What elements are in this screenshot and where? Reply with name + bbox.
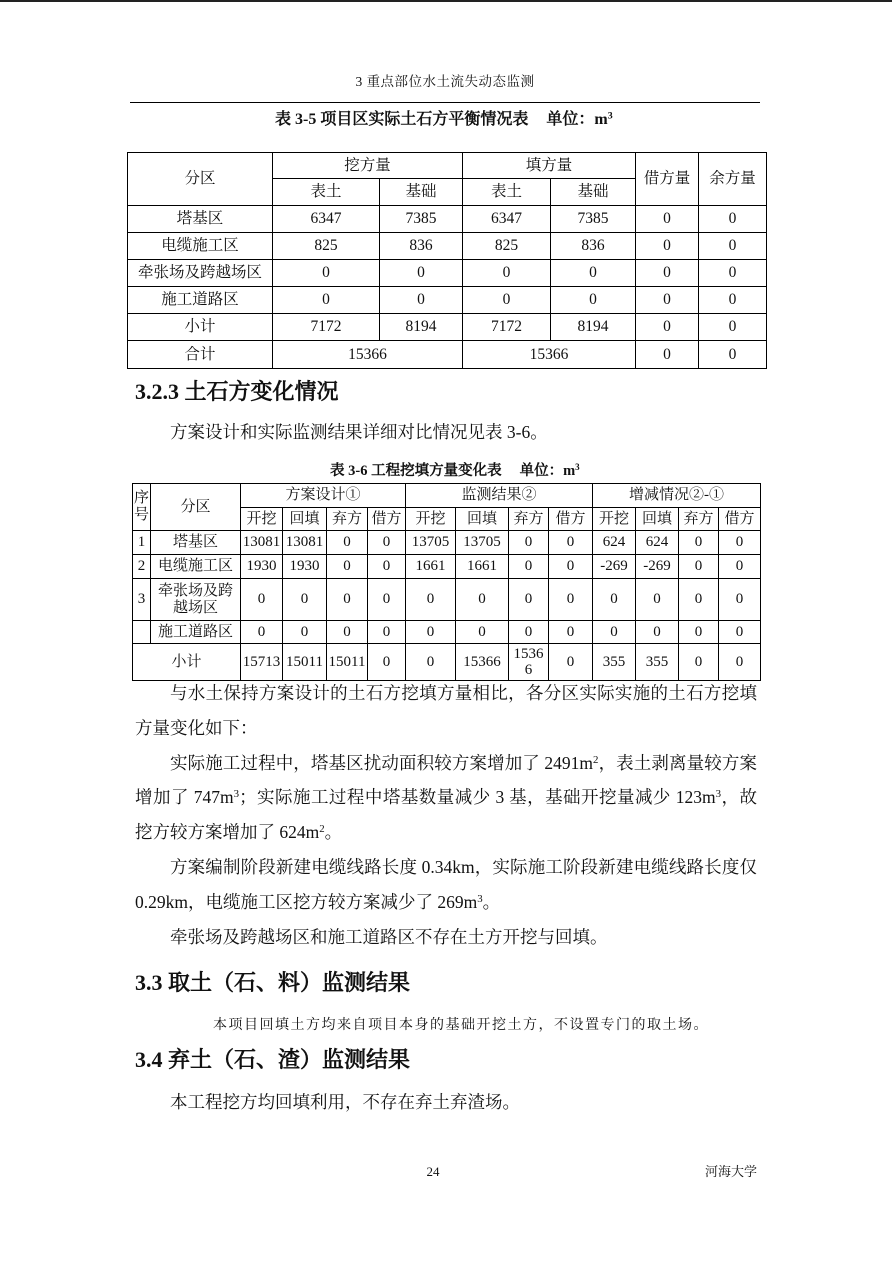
cell-cut-topsoil: 7172: [273, 314, 380, 341]
table-3-6-caption: [330, 462, 580, 480]
cell-fill-topsoil: 825: [463, 233, 551, 260]
paragraph-text: ，故挖方较方案增加了 624m: [135, 787, 757, 843]
cell-change-fill: 0: [636, 579, 679, 621]
cell-monitor-waste: 0: [509, 531, 549, 555]
cell-change-borrow: 0: [719, 579, 761, 621]
running-header-title: 3 重点部位水土流失动态监测: [355, 74, 535, 89]
table-row: [128, 233, 767, 260]
section-heading-3-2-3: 3.2.3 土石方变化情况: [135, 379, 339, 404]
table-row: [133, 621, 761, 644]
cell-subtotal-label: 小计: [133, 644, 241, 681]
cell-cut-topsoil: 0: [273, 287, 380, 314]
cell-monitor-fill: 13705: [456, 531, 509, 555]
table-3-5-unit: 单位：m: [546, 111, 608, 128]
cell-zone: 电缆施工区: [128, 233, 273, 260]
cell-change-waste: 0: [679, 621, 719, 644]
table-row: [133, 579, 761, 621]
cell-zone: 牵张场及跨越场区: [151, 579, 241, 621]
cell-change-cut: 355: [593, 644, 636, 681]
paragraph-tower-area-change: [135, 746, 757, 850]
paragraph-text: 方案编制阶段新建电缆线路长度 0.34km，实际施工阶段新建电缆线路长度仅 0.29km，电缆施工区挖方较方案减少了 269m: [135, 856, 757, 912]
cell-cut-foundation: 8194: [380, 314, 463, 341]
header-change-cut: 开挖: [593, 508, 636, 531]
page-number: 24: [426, 1164, 440, 1179]
cell-zone: 施工道路区: [151, 621, 241, 644]
table-row-subtotal: [133, 644, 761, 681]
cell-monitor-waste: 0: [509, 579, 549, 621]
paragraph-text: 牵张场及跨越场区和施工道路区不存在土方开挖与回填。: [170, 926, 608, 947]
header-design-borrow: 借方: [368, 508, 406, 531]
cell-change-cut: 0: [593, 621, 636, 644]
table-row-total: [128, 341, 767, 369]
cell-borrow: 0: [636, 341, 699, 369]
header-change-borrow: 借方: [719, 508, 761, 531]
cell-fill-topsoil: 0: [463, 287, 551, 314]
cell-design-fill: 0: [283, 579, 327, 621]
cell-fill-foundation: 8194: [551, 314, 636, 341]
table-3-5-caption: [275, 109, 613, 131]
table-3-5-unit-superscript: 3: [607, 110, 613, 122]
cell-monitor-borrow: 0: [549, 531, 593, 555]
paragraph-no-earthwork-areas: [135, 920, 757, 955]
cell-monitor-waste-value: 15366: [513, 645, 544, 678]
section-heading-3-3: 3.3 取土（石、料）监测结果: [135, 969, 411, 995]
cell-design-waste: 0: [327, 531, 368, 555]
cell-design-waste: 15011: [327, 644, 368, 681]
header-excavation: 挖方量: [273, 153, 463, 179]
cell-design-borrow: 0: [368, 621, 406, 644]
cell-cut-foundation: 0: [380, 287, 463, 314]
cell-cut-foundation: 0: [380, 260, 463, 287]
superscript: 3: [477, 892, 483, 905]
cell-borrow: 0: [636, 260, 699, 287]
cell-fill-topsoil: 0: [463, 260, 551, 287]
superscript: 3: [233, 788, 240, 801]
table-3-5-title: 表 3-5 项目区实际土石方平衡情况表: [275, 111, 529, 128]
cell-monitor-cut: 0: [406, 644, 456, 681]
paragraph-text: 与水土保持方案设计的土石方挖填方量相比，各分区实际实施的土石方挖填方量变化如下：: [135, 683, 757, 738]
cell-design-fill: 15011: [283, 644, 327, 681]
cell-design-fill: 0: [283, 621, 327, 644]
cell-surplus: 0: [699, 287, 767, 314]
header-surplus: 余方量: [699, 153, 767, 206]
cell-change-borrow: 0: [719, 644, 761, 681]
cell-monitor-fill: 0: [456, 579, 509, 621]
cell-monitor-waste: 0: [509, 555, 549, 579]
page-top-edge: [0, 0, 892, 2]
superscript: 3: [715, 788, 722, 801]
header-monitor-waste: 弃方: [509, 508, 549, 531]
cell-design-fill: 1930: [283, 555, 327, 579]
cell-zone: 塔基区: [151, 531, 241, 555]
table-header-row: [133, 484, 761, 508]
cell-total-cut: 15366: [273, 341, 463, 369]
header-rule: [130, 102, 760, 103]
cell-fill-foundation: 7385: [551, 206, 636, 233]
cell-surplus: 0: [699, 206, 767, 233]
cell-design-waste: 0: [327, 621, 368, 644]
cell-borrow: 0: [636, 233, 699, 260]
cell-monitor-borrow: 0: [549, 644, 593, 681]
cell-cut-topsoil: 825: [273, 233, 380, 260]
paragraph-text: 实际施工过程中，塔基区扰动面积较方案增加了 2491m: [170, 752, 594, 773]
cell-change-waste: 0: [679, 555, 719, 579]
body-text: [135, 676, 757, 1119]
header-change-fill: 回填: [636, 508, 679, 531]
cell-cut-foundation: 836: [380, 233, 463, 260]
cell-zone: 施工道路区: [128, 287, 273, 314]
cell-index: 1: [133, 531, 151, 555]
table-row: [133, 531, 761, 555]
cell-surplus: 0: [699, 233, 767, 260]
cell-surplus: 0: [699, 260, 767, 287]
cell-zone: 电缆施工区: [151, 555, 241, 579]
cell-change-cut: -269: [593, 555, 636, 579]
header-monitor: 监测结果②: [406, 484, 593, 508]
table-row: [128, 206, 767, 233]
cell-index: 3: [133, 579, 151, 621]
cell-cut-topsoil: 6347: [273, 206, 380, 233]
paragraph-text: ，表土剥离量较方案增加了 747m: [135, 752, 757, 808]
header-monitor-cut: 开挖: [406, 508, 456, 531]
cell-monitor-fill: 1661: [456, 555, 509, 579]
header-index: 序号: [133, 484, 151, 531]
cell-change-waste: 0: [679, 644, 719, 681]
superscript: 2: [319, 823, 325, 836]
cell-design-cut: 0: [241, 579, 283, 621]
cell-borrow: 0: [636, 287, 699, 314]
cell-change-borrow: 0: [719, 555, 761, 579]
header-cut-topsoil: 表土: [273, 179, 380, 206]
section-3-2-3-intro: 方案设计和实际监测结果详细对比情况见表 3-6。: [170, 422, 548, 442]
cell-zone: 牵张场及跨越场区: [128, 260, 273, 287]
header-fill-foundation: 基础: [551, 179, 636, 206]
cell-zone: 合计: [128, 341, 273, 369]
cell-design-waste: 0: [327, 555, 368, 579]
cell-index-empty: [133, 621, 151, 644]
section-heading-3-4: 3.4 弃土（石、渣）监测结果: [135, 1046, 411, 1072]
paragraph-cable-area-change: [135, 850, 757, 920]
cell-design-fill: 13081: [283, 531, 327, 555]
table-3-6-title: 表 3-6 工程挖填方量变化表: [330, 463, 502, 479]
cell-fill-foundation: 0: [551, 260, 636, 287]
table-row-subtotal: [128, 314, 767, 341]
cell-index: 2: [133, 555, 151, 579]
cell-surplus: 0: [699, 314, 767, 341]
cell-fill-topsoil: 7172: [463, 314, 551, 341]
earthwork-balance-table: [127, 152, 767, 369]
header-fill: 填方量: [463, 153, 636, 179]
cell-change-waste: 0: [679, 531, 719, 555]
cell-monitor-cut: 1661: [406, 555, 456, 579]
cell-cut-topsoil: 0: [273, 260, 380, 287]
table-3-6-unit: 单位：m: [519, 463, 576, 479]
cell-design-cut: 15713: [241, 644, 283, 681]
cell-monitor-borrow: 0: [549, 621, 593, 644]
cell-zone: 塔基区: [128, 206, 273, 233]
cell-change-fill: 0: [636, 621, 679, 644]
cell-monitor-waste: [509, 644, 549, 681]
cell-fill-foundation: 836: [551, 233, 636, 260]
cell-change-cut: 624: [593, 531, 636, 555]
header-borrow: 借方量: [636, 153, 699, 206]
cell-design-cut: 13081: [241, 531, 283, 555]
cell-monitor-cut: 0: [406, 621, 456, 644]
cell-change-borrow: 0: [719, 531, 761, 555]
section-3-4-body: 本工程挖方均回填利用，不存在弃土弃渣场。: [170, 1091, 520, 1112]
cell-borrow: 0: [636, 314, 699, 341]
cell-change-borrow: 0: [719, 621, 761, 644]
header-design-fill: 回填: [283, 508, 327, 531]
cell-design-cut: 1930: [241, 555, 283, 579]
cell-design-borrow: 0: [368, 531, 406, 555]
cell-design-waste: 0: [327, 579, 368, 621]
table-header-row: [128, 153, 767, 179]
cell-fill-foundation: 0: [551, 287, 636, 314]
cell-monitor-fill: 0: [456, 621, 509, 644]
cell-monitor-cut: 13705: [406, 531, 456, 555]
cell-design-borrow: 0: [368, 555, 406, 579]
cell-total-fill: 15366: [463, 341, 636, 369]
cell-change-fill: 355: [636, 644, 679, 681]
cell-surplus: 0: [699, 341, 767, 369]
header-design: 方案设计①: [241, 484, 406, 508]
header-zone: 分区: [128, 153, 273, 206]
header-cut-foundation: 基础: [380, 179, 463, 206]
header-fill-topsoil: 表土: [463, 179, 551, 206]
paragraph-text: 。: [324, 822, 343, 843]
header-zone: 分区: [151, 484, 241, 531]
header-monitor-fill: 回填: [456, 508, 509, 531]
superscript: 2: [593, 753, 599, 766]
header-design-cut: 开挖: [241, 508, 283, 531]
cell-change-fill: 624: [636, 531, 679, 555]
section-3-3-body: 本项目回填土方均来自项目本身的基础开挖土方，不设置专门的取土场。: [213, 1017, 709, 1033]
cell-monitor-borrow: 0: [549, 555, 593, 579]
cell-design-borrow: 0: [368, 579, 406, 621]
cell-monitor-waste: 0: [509, 621, 549, 644]
cell-cut-foundation: 7385: [380, 206, 463, 233]
paragraph-text: ；实际施工过程中塔基数量减少 3 基，基础开挖量减少 123m: [239, 787, 716, 808]
cell-design-cut: 0: [241, 621, 283, 644]
table-3-6-unit-superscript: 3: [575, 462, 580, 473]
cell-change-waste: 0: [679, 579, 719, 621]
cell-monitor-borrow: 0: [549, 579, 593, 621]
table-row: [133, 555, 761, 579]
cell-change-cut: 0: [593, 579, 636, 621]
table-row: [128, 260, 767, 287]
header-change-waste: 弃方: [679, 508, 719, 531]
header-monitor-borrow: 借方: [549, 508, 593, 531]
paragraph-text: 。: [482, 891, 501, 912]
cell-borrow: 0: [636, 206, 699, 233]
cell-zone: 小计: [128, 314, 273, 341]
cell-fill-topsoil: 6347: [463, 206, 551, 233]
cell-change-fill: -269: [636, 555, 679, 579]
table-row: [128, 287, 767, 314]
cell-monitor-fill: 15366: [456, 644, 509, 681]
header-design-waste: 弃方: [327, 508, 368, 531]
header-change: 增减情况②-①: [593, 484, 761, 508]
cell-design-borrow: 0: [368, 644, 406, 681]
cell-monitor-cut: 0: [406, 579, 456, 621]
earthwork-change-table: [132, 483, 761, 681]
paragraph-comparison-intro: [135, 676, 757, 746]
footer-institution: 河海大学: [704, 1164, 757, 1179]
